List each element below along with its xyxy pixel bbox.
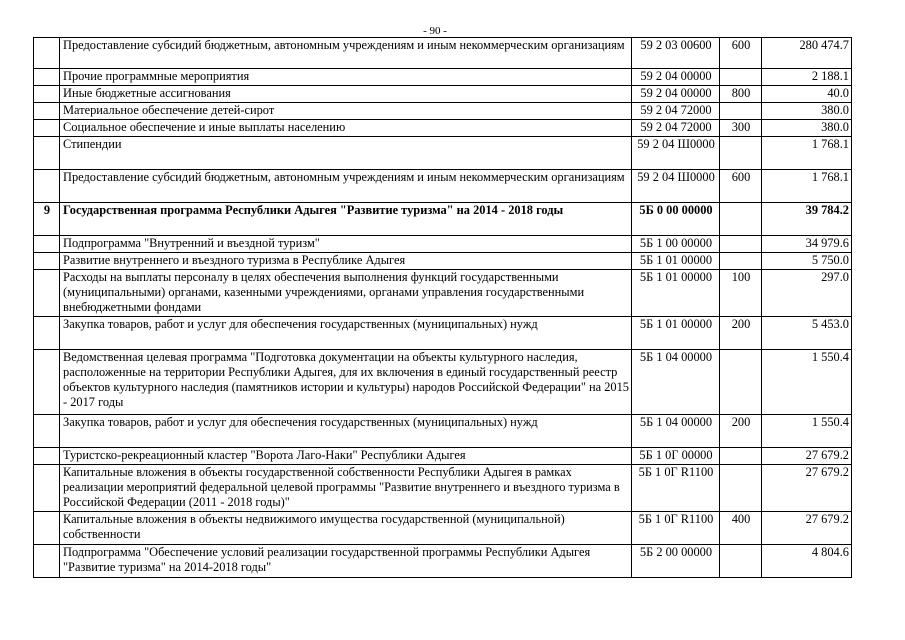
row-code: 5Б 1 00 00000 [632,236,720,253]
row-sum: 1 550.4 [762,415,852,448]
row-expense-type: 400 [720,512,762,545]
table-row [34,512,852,545]
row-sum: 4 804.6 [762,545,852,578]
row-expense-type: 600 [720,38,762,69]
row-code: 5Б 1 0Г R1100 [632,512,720,545]
row-expense-type [720,203,762,236]
row-number [34,512,60,545]
row-number [34,38,60,69]
table-row [34,86,852,103]
table-row [34,103,852,120]
row-code: 5Б 1 01 00000 [632,270,720,317]
row-number [34,170,60,203]
row-name: Предоставление субсидий бюджетным, автономным учреждениям и иным некоммерческим организациям [60,38,632,69]
row-expense-type [720,253,762,270]
table-row [34,448,852,465]
row-name: Материальное обеспечение детей-сирот [60,103,632,120]
row-number [34,317,60,350]
row-sum: 27 679.2 [762,512,852,545]
table-row [34,236,852,253]
table-row [34,69,852,86]
row-number [34,448,60,465]
row-number: 9 [34,203,60,236]
row-number [34,103,60,120]
table-row [34,465,852,512]
row-number [34,86,60,103]
row-code: 5Б 0 00 00000 [632,203,720,236]
row-expense-type: 800 [720,86,762,103]
row-sum: 5 750.0 [762,253,852,270]
row-number [34,120,60,137]
row-sum: 280 474.7 [762,38,852,69]
table-row [34,317,852,350]
row-name: Социальное обеспечение и иные выплаты населению [60,120,632,137]
row-sum: 1 768.1 [762,170,852,203]
budget-table [33,37,852,578]
row-sum: 2 188.1 [762,69,852,86]
row-number [34,465,60,512]
row-code: 5Б 1 0Г R1100 [632,465,720,512]
row-expense-type [720,465,762,512]
row-expense-type [720,545,762,578]
row-number [34,270,60,317]
row-sum: 40.0 [762,86,852,103]
row-sum: 5 453.0 [762,317,852,350]
row-sum: 39 784.2 [762,203,852,236]
row-code: 59 2 04 72000 [632,120,720,137]
table-row [34,350,852,415]
table-row [34,38,852,69]
row-name: Стипендии [60,137,632,170]
row-expense-type: 200 [720,415,762,448]
row-code: 5Б 1 01 00000 [632,253,720,270]
row-name: Капитальные вложения в объекты государственной собственности Республики Адыгея в рамках реализации мероприятий федеральной целевой программы "Развитие внутреннего и въездного туризма в Российской Федерации (2011 - 2018 годы)" [60,465,632,512]
row-code: 5Б 1 04 00000 [632,415,720,448]
row-sum: 1 550.4 [762,350,852,415]
row-expense-type: 600 [720,170,762,203]
row-number [34,236,60,253]
row-code: 5Б 1 04 00000 [632,350,720,415]
row-name: Предоставление субсидий бюджетным, автономным учреждениям и иным некоммерческим организациям [60,170,632,203]
row-name: Капитальные вложения в объекты недвижимого имущества государственной (муниципальной) собственности [60,512,632,545]
row-name: Закупка товаров, работ и услуг для обеспечения государственных (муниципальных) нужд [60,415,632,448]
row-sum: 27 679.2 [762,448,852,465]
row-number [34,253,60,270]
table-row [34,137,852,170]
row-expense-type: 200 [720,317,762,350]
table-row [34,120,852,137]
row-expense-type: 300 [720,120,762,137]
row-number [34,69,60,86]
row-expense-type [720,137,762,170]
row-sum: 34 979.6 [762,236,852,253]
table-row [34,545,852,578]
table-row [34,203,852,236]
row-name: Подпрограмма "Обеспечение условий реализации государственной программы Республики Адыгея "Развитие туризма" на 2014-2018 годы" [60,545,632,578]
row-sum: 27 679.2 [762,465,852,512]
row-expense-type [720,69,762,86]
row-code: 59 2 04 00000 [632,86,720,103]
row-expense-type [720,350,762,415]
row-expense-type [720,103,762,120]
row-code: 59 2 04 72000 [632,103,720,120]
row-name: Прочие программные мероприятия [60,69,632,86]
table-row [34,270,852,317]
row-sum: 380.0 [762,103,852,120]
row-number [34,137,60,170]
row-code: 5Б 1 0Г 00000 [632,448,720,465]
row-code: 59 2 04 00000 [632,69,720,86]
row-expense-type: 100 [720,270,762,317]
row-sum: 297.0 [762,270,852,317]
row-name: Подпрограмма "Внутренний и въездной туризм" [60,236,632,253]
row-name: Расходы на выплаты персоналу в целях обеспечения выполнения функций государственными (муниципальными) органами, казенными учреждениями, органами управления государственными внебюджетными фондами [60,270,632,317]
row-number [34,350,60,415]
row-sum: 1 768.1 [762,137,852,170]
table-row [34,170,852,203]
table-row [34,253,852,270]
row-name: Закупка товаров, работ и услуг для обеспечения государственных (муниципальных) нужд [60,317,632,350]
row-name: Иные бюджетные ассигнования [60,86,632,103]
row-number [34,545,60,578]
row-sum: 380.0 [762,120,852,137]
row-name: Туристско-рекреационный кластер "Ворота Лаго-Наки" Республики Адыгея [60,448,632,465]
row-name: Ведомственная целевая программа "Подготовка документации на объекты культурного наследия, расположенные на территории Республики Адыгея, для их включения в единый государственный реестр объектов культурного наследия (памятников истории и культуры) народов Российской Федерации" на 2015 - 2017 годы [60,350,632,415]
table-row [34,415,852,448]
row-code: 5Б 1 01 00000 [632,317,720,350]
row-code: 59 2 04 Ш0000 [632,137,720,170]
row-code: 59 2 03 00600 [632,38,720,69]
row-expense-type [720,236,762,253]
row-number [34,415,60,448]
row-name: Развитие внутреннего и въездного туризма в Республике Адыгея [60,253,632,270]
row-code: 59 2 04 Ш0000 [632,170,720,203]
row-name: Государственная программа Республики Адыгея "Развитие туризма" на 2014 - 2018 годы [60,203,632,236]
page-number: - 90 - [423,25,447,37]
row-code: 5Б 2 00 00000 [632,545,720,578]
row-expense-type [720,448,762,465]
